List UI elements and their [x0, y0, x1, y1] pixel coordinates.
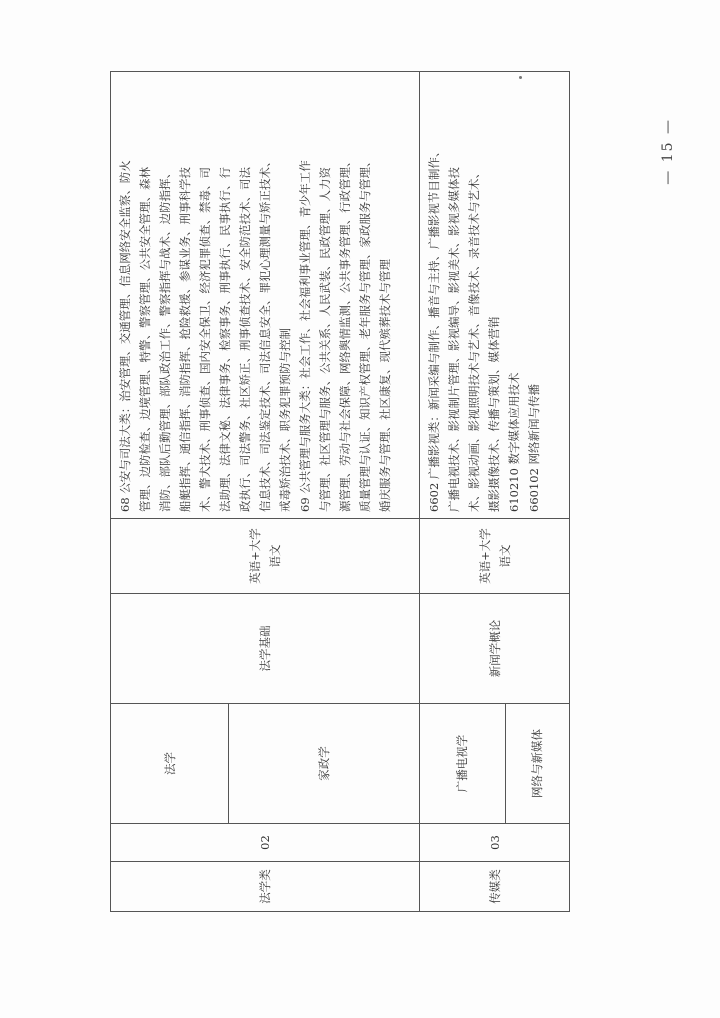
desc-line: 政执行、司法警务、社区矫正、刑事侦查技术、安全防范技术、司法 — [238, 167, 252, 512]
desc-line: 消防、部队后勤管理、部队政治工作、警察指挥与战术、边防指挥、 — [158, 167, 172, 512]
desc-line: 戒毒矫治技术、职务犯罪预防与控制 — [278, 328, 292, 512]
desc-line: 术、影视动画、影视照明技术与艺术、音像技术、录音技术与艺术、 — [467, 167, 482, 512]
language-course-cell: 英语+大学语文 — [111, 519, 420, 594]
table-row-media-1 — [420, 72, 506, 912]
desc-line: 信息技术、司法鉴定技术、司法信息安全、罪犯心理测量与矫正技术、 — [258, 155, 272, 512]
desc-line: 摄影摄像技术、传播与策划、媒体营销 — [487, 316, 502, 512]
desc-line: 船艇指挥、通信指挥、消防指挥、抢险救援、参谋业务、刑事科学技 — [178, 167, 192, 512]
desc-line: 婚庆服务与管理、社区康复、现代殡葬技术与管理 — [378, 259, 392, 512]
description-cell — [420, 72, 570, 519]
rotated-table-container — [110, 72, 570, 912]
desc-line: 质量管理与认证、知识产权管理、老年服务与管理、家政服务与管理、 — [358, 155, 372, 512]
desc-line: 660102 网络新闻与传播 — [527, 383, 542, 512]
desc-line: 管理、边防检查、边境管理、特警、警察管理、公共安全管理、森林 — [138, 167, 152, 512]
major-cell: 广播电视学 — [420, 704, 506, 824]
major-course-table — [110, 71, 570, 912]
code-cell: 02 — [111, 824, 420, 862]
category-cell: 传媒类 — [420, 862, 570, 912]
desc-line: 术、警犬技术、刑事侦查、国内安全保卫、经济犯罪侦查、禁毒、司 — [198, 167, 212, 512]
language-course-cell: 英语+大学语文 — [420, 519, 570, 594]
basic-course-cell: 新闻学概论 — [420, 594, 570, 704]
desc-line: 68 公安与司法大类：治安管理、交通管理、信息网络安全监察、防火 — [118, 160, 132, 512]
desc-line: 源管理、劳动与社会保障、网络舆情监测、公共事务管理、行政管理、 — [338, 155, 352, 512]
page-number: — 15 — — [660, 118, 676, 185]
description-cell — [111, 72, 420, 519]
major-cell: 网络与新媒体 — [505, 704, 569, 824]
desc-line: 6602 广播影视类：新闻采编与制作、播音与主持、广播影视节目制作、 — [427, 145, 442, 512]
table-row-law-1 — [111, 72, 229, 912]
desc-line: 69 公共管理与服务大类：社会工作、社会福利事业管理、青少年工作 — [298, 160, 312, 512]
desc-line: 法助理、法律文秘、法律事务、检察事务、刑事执行、民事执行、行 — [218, 167, 232, 512]
category-cell: 法学类 — [111, 862, 420, 912]
desc-line: 610210 数字媒体应用技术 — [507, 372, 522, 512]
major-cell: 家政学 — [229, 704, 420, 824]
major-cell: 法学 — [111, 704, 229, 824]
basic-course-cell: 法学基础 — [111, 594, 420, 704]
desc-line: 与管理、社区管理与服务、公共关系、人民武装、民政管理、人力资 — [318, 167, 332, 512]
code-cell: 03 — [420, 824, 570, 862]
desc-line: 广播电视技术、影视制片管理、影视编导、影视美术、影视多媒体技 — [447, 167, 462, 512]
